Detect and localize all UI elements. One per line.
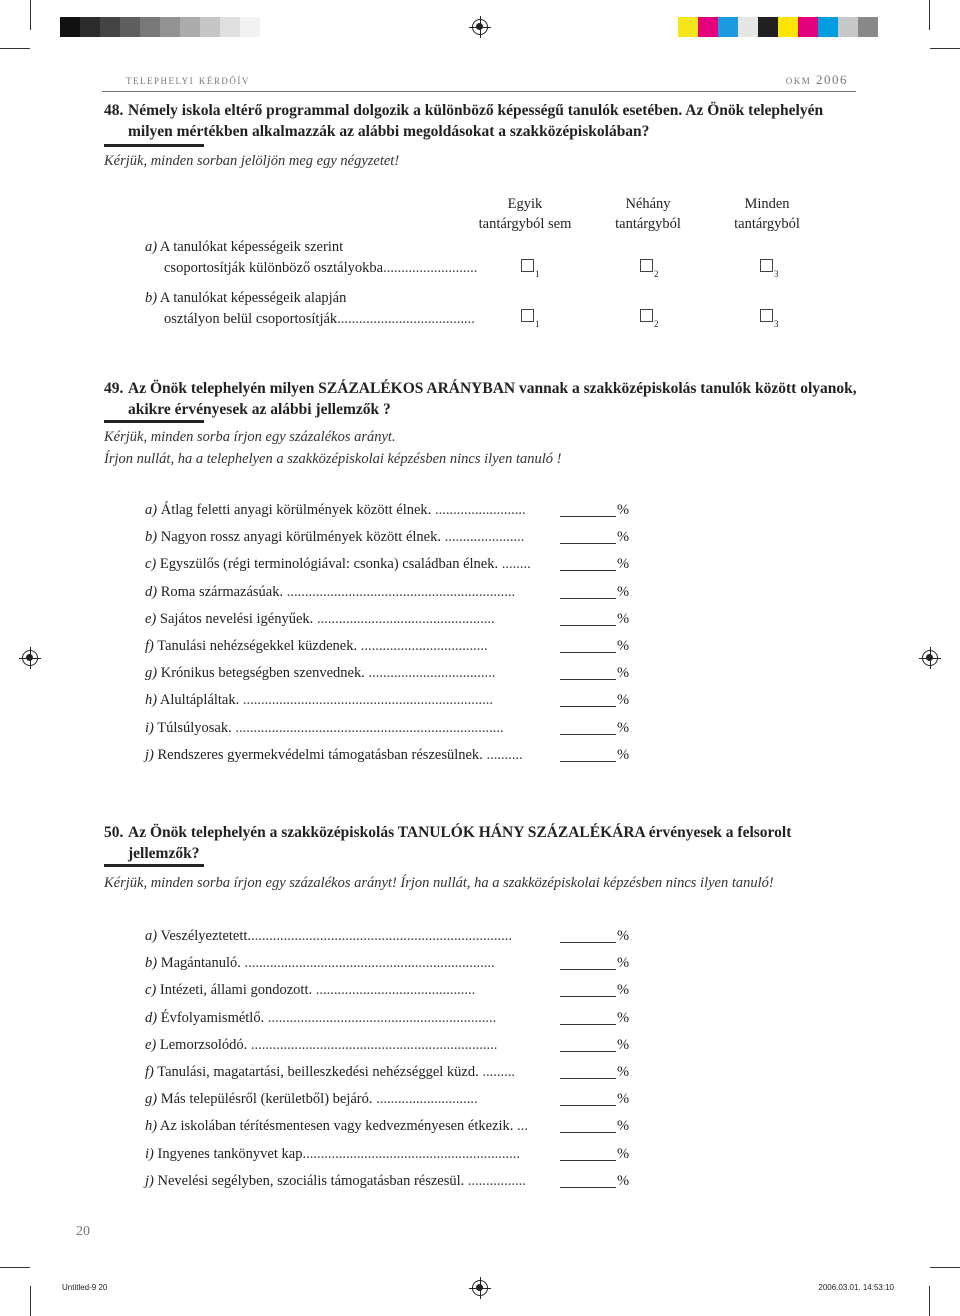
question-49-title [104,378,864,420]
percent-sign: % [617,982,630,999]
item-text: Az iskolában térítésmentesen vagy kedvezményesen étkezik. [159,1118,514,1135]
question-underline [104,864,204,867]
q50-item-1 [145,926,645,946]
percent-sign: % [617,583,630,600]
color-calibration-bar [678,17,878,37]
percent-input-line[interactable] [560,679,616,680]
question-number: 49. [104,380,124,397]
checkbox-b-3[interactable] [760,309,773,322]
percent-input-line[interactable] [560,1051,616,1052]
item-letter: e) [145,610,157,627]
item-letter: d) [145,1009,158,1026]
item-text: Lemorzsolódó. [159,1036,248,1053]
leader-dots: .......... [482,746,523,763]
percent-input-line[interactable] [560,996,616,997]
leader-dots: ...................... [440,529,525,546]
percent-sign: % [617,1036,630,1053]
percent-input-line[interactable] [560,1187,616,1188]
question-50-instruction: Kérjük, minden sorba írjon egy százalékos arányt! Írjon nullát, ha a szakközépiskolai képzésben nincs ilyen tanuló! [104,875,774,891]
code-label: 3 [774,319,779,329]
leader-dots: ... [513,1118,528,1135]
column-header-line: Egyik [507,196,543,212]
crop-mark [930,48,960,49]
percent-sign: % [617,1172,630,1189]
item-letter: a) [145,239,158,255]
item-letter: e) [145,1036,157,1053]
code-label: 1 [535,319,540,329]
q48-row-b [145,288,475,330]
question-49-instruction-1: Kérjük, minden sorba írjon egy százalékos arányt. [104,429,396,445]
item-text: Tanulási nehézségekkel küzdenek. [157,638,358,654]
leader-dots: ..................................................................... [240,955,495,972]
leader-dots: ................................... [357,638,488,654]
q50-item-9 [145,1144,645,1164]
percent-input-line[interactable] [560,1078,616,1079]
percent-input-line[interactable] [560,598,616,599]
item-text: Sajátos nevelési igényűek. [159,610,314,627]
page-number: 20 [76,1224,90,1239]
item-text: Átlag feletti anyagi körülmények között élnek. [160,502,432,518]
item-letter: f) [145,638,154,654]
registration-mark-icon [472,1280,488,1296]
crop-mark [30,1286,31,1316]
q49-item-2 [145,527,645,547]
item-letter: j) [145,1172,154,1189]
question-underline [104,144,204,147]
leader-dots: .................................................................... [247,1036,498,1053]
q50-item-3 [145,980,645,1000]
percent-sign: % [617,1009,630,1026]
item-text: Más településről (kerületből) bejáró. [160,1091,373,1108]
percent-sign: % [617,955,630,972]
registration-mark-icon [922,650,938,666]
item-text: Veszélyeztetett. [160,928,252,944]
item-letter: g) [145,665,158,682]
item-letter: j) [145,746,154,763]
percent-input-line[interactable] [560,942,616,943]
percent-input-line[interactable] [560,516,616,517]
percent-sign: % [617,610,630,627]
item-text: Túlsúlyosak. [157,719,232,736]
item-letter: c) [145,982,157,999]
q49-item-3 [145,554,645,574]
percent-input-line[interactable] [560,570,616,571]
leader-dots: ........................................................................ [251,928,513,944]
percent-input-line[interactable] [560,734,616,735]
percent-input-line[interactable] [560,1132,616,1133]
percent-sign: % [617,502,630,518]
q48-row-a [145,237,477,279]
item-text: A tanulókat képességeik szerint [159,239,344,255]
item-letter: g) [145,1091,158,1108]
crop-mark [0,48,30,49]
percent-sign: % [617,928,630,944]
item-text: Alultápláltak. [159,692,240,709]
code-label: 1 [535,269,540,279]
percent-sign: % [617,638,630,654]
percent-input-line[interactable] [560,1105,616,1106]
percent-input-line[interactable] [560,761,616,762]
item-letter: h) [145,1118,158,1135]
crop-mark [929,1286,930,1316]
leader-dots: ......................... [431,502,526,518]
leader-dots: ...................................... [337,311,475,327]
percent-sign: % [617,529,630,546]
item-letter: f) [145,1064,154,1080]
checkbox-a-1[interactable] [521,259,534,272]
crop-mark [0,1267,30,1268]
checkbox-b-2[interactable] [640,309,653,322]
item-text: Tanulási, magatartási, beilleszkedési nehézséggel küzd. [157,1064,479,1080]
q50-item-6 [145,1062,645,1082]
percent-input-line[interactable] [560,969,616,970]
leader-dots: ................................................. [313,610,495,627]
leader-dots: ............................................ [312,982,476,999]
percent-input-line[interactable] [560,1160,616,1161]
item-letter: d) [145,583,158,600]
percent-sign: % [617,556,630,573]
column-header-line: tantárgyból sem [478,216,572,232]
question-text: Az Önök telephelyén a szakközépiskolás TANULÓK HÁNY SZÁZALÉKÁRA érvényesek a felsorolt jellemzők? [128,824,792,862]
item-text: Roma származásúak. [160,583,284,600]
question-48-title [104,100,864,142]
percent-sign: % [617,1091,630,1108]
item-text: osztályon belül csoportosítják [164,311,338,327]
item-text: A tanulókat képességeik alapján [159,290,347,306]
q49-item-9 [145,718,645,738]
item-text: Krónikus betegségben szenvednek. [160,665,365,682]
percent-sign: % [617,692,630,709]
leader-dots: ............................................................... [283,583,516,600]
item-text: csoportosítják különböző osztályokba [164,260,384,276]
header-rule [102,91,856,92]
q49-item-7 [145,663,645,683]
leader-dots: ................................... [364,665,496,682]
q50-item-4 [145,1008,645,1028]
percent-input-line[interactable] [560,652,616,653]
percent-sign: % [617,665,630,682]
slug-left: Untitled-9 20 [62,1283,108,1292]
column-header-line: Minden [744,196,790,212]
percent-sign: % [617,746,630,763]
item-text: Nagyon rossz anyagi körülmények között élnek. [160,529,441,546]
running-header-left: telephelyi kérdőív [126,72,250,87]
item-text: Intézeti, állami gondozott. [159,982,313,999]
running-header-right: okm 2006 [785,72,848,87]
percent-sign: % [617,719,630,736]
checkbox-b-1[interactable] [521,309,534,322]
question-48-instruction: Kérjük, minden sorban jelöljön meg egy négyzetet! [104,153,400,169]
slug-right: 2006.03.01. 14:53:10 [818,1283,894,1292]
checkbox-a-2[interactable] [640,259,653,272]
question-50-title [104,822,864,864]
leader-dots: ........................................................... [306,1145,520,1162]
q49-item-4 [145,582,645,602]
q50-item-2 [145,953,645,973]
q50-item-7 [145,1089,645,1109]
q49-item-10 [145,745,645,765]
question-number: 50. [104,824,124,841]
item-text: Magántanuló. [160,955,241,972]
q49-item-8 [145,690,645,710]
item-text: Évfolyamismétlő. [160,1009,265,1026]
leader-dots: ............................................................... [264,1009,497,1026]
code-label: 3 [774,269,779,279]
item-text: Nevelési segélyben, szociális támogatásban részesül. [157,1172,465,1189]
q49-item-6 [145,636,645,656]
percent-input-line[interactable] [560,625,616,626]
checkbox-a-3[interactable] [760,259,773,272]
question-number: 48. [104,102,124,119]
leader-dots: .......................................................................... [231,719,504,736]
leader-dots: ......... [478,1064,515,1080]
item-letter: h) [145,692,158,709]
item-letter: b) [145,529,158,546]
grayscale-calibration-bar [60,17,260,37]
column-header-line: tantárgyból [734,216,800,232]
code-label: 2 [654,269,659,279]
leader-dots: ........ [498,556,531,573]
registration-mark-icon [472,19,488,35]
registration-mark-icon [22,650,38,666]
percent-input-line[interactable] [560,1024,616,1025]
q49-item-5 [145,609,645,629]
item-letter: b) [145,290,158,306]
q49-item-1 [145,500,645,520]
q50-item-5 [145,1035,645,1055]
column-header-all [702,194,832,234]
item-text: Ingyenes tankönyvet kap. [157,1145,307,1162]
percent-sign: % [617,1118,630,1135]
crop-mark [929,0,930,30]
item-letter: i) [145,719,154,736]
item-letter: a) [145,502,158,518]
item-letter: b) [145,955,158,972]
item-letter: c) [145,556,157,573]
q50-item-10 [145,1171,645,1191]
leader-dots: ............................ [372,1091,478,1108]
q50-item-8 [145,1116,645,1136]
percent-input-line[interactable] [560,706,616,707]
item-letter: a) [145,928,158,944]
crop-mark [30,0,31,30]
question-text: Némely iskola eltérő programmal dolgozik a különböző képességű tanulók esetében. Az Önök telephelyén milyen mértékben alkalmazzák az alábbi megoldásokat a szakközépiskolában? [128,102,824,140]
item-text: Egyszülős (régi terminológiával: csonka) családban élnek. [159,556,499,573]
percent-sign: % [617,1064,630,1080]
question-underline [104,420,204,423]
leader-dots: ................ [464,1172,526,1189]
column-header-none [460,194,590,234]
percent-input-line[interactable] [560,543,616,544]
question-text: Az Önök telephelyén milyen SZÁZALÉKOS ARÁNYBAN vannak a szakközépiskolás tanulók között olyanok, akikre érvényesek az alábbi jellemzők ? [128,380,857,418]
item-text: Rendszeres gyermekvédelmi támogatásban részesülnek. [157,746,483,763]
question-49-instruction-2: Írjon nullát, ha a telephelyen a szakközépiskolai képzésben nincs ilyen tanuló ! [104,451,562,467]
leader-dots: .......................... [383,260,478,276]
leader-dots: ..................................................................... [239,692,493,709]
item-letter: i) [145,1145,154,1162]
crop-mark [930,1267,960,1268]
column-header-some [583,194,713,234]
code-label: 2 [654,319,659,329]
column-header-line: Néhány [625,196,671,212]
percent-sign: % [617,1145,630,1162]
column-header-line: tantárgyból [615,216,681,232]
